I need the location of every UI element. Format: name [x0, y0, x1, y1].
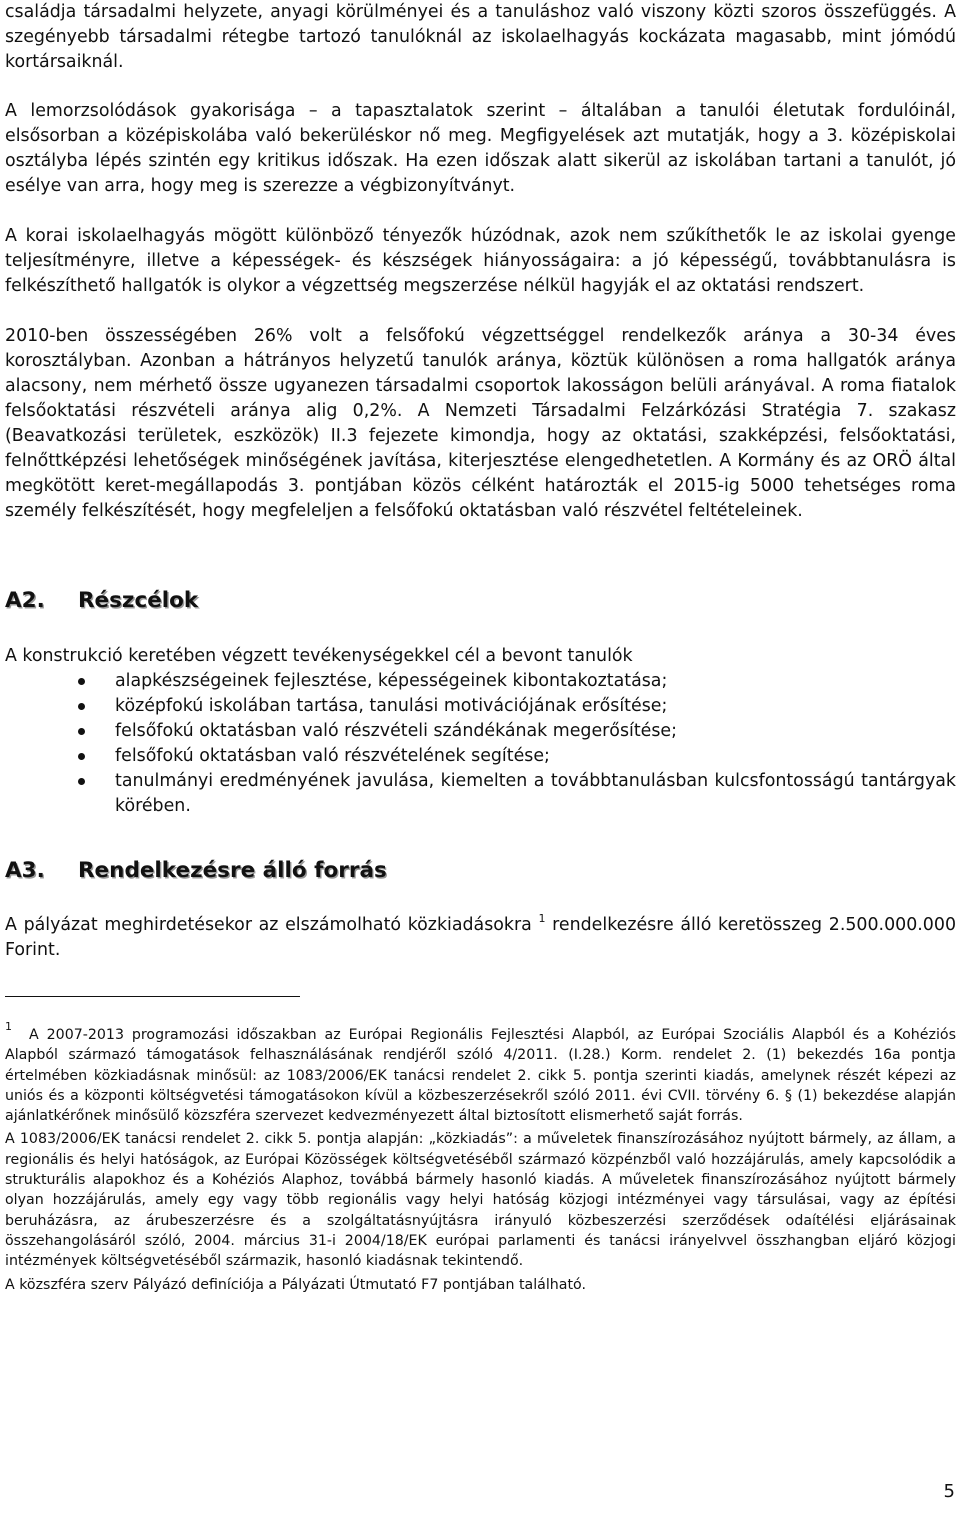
section-a2-title: Részcélok: [78, 588, 199, 613]
page-number: 5: [943, 1481, 955, 1502]
paragraph-dropout-timing: A lemorzsolódások gyakorisága – a tapasztalatok szerint – általában a tanulói életutak fordulóinál, elsősorban a középiskolába való bekerüléskor nő meg. Megfigyelések azt mutatják, hogy a 3. középiskolai osztályba lépés szintén egy kritikus időszak. Ha ezen időszak alatt sikerül az iskolában tartani a tanulót, jó esélye van arra, hogy meg is szerezze a végbizonyítványt.: [5, 101, 956, 196]
section-a2-heading: [5, 588, 956, 614]
footnote-separator: [5, 996, 300, 997]
funds-text-before-ref: A pályázat meghirdetésekor az elszámolható közkiadásokra: [5, 915, 532, 935]
list-item: tanulmányi eredményének javulása, kiemelten a továbbtanulásban kulcsfontosságú tantárgyak körében.: [5, 769, 956, 819]
footnotes: [5, 1020, 956, 1295]
footnote-1-text: A 2007-2013 programozási időszakban az Európai Regionális Fejlesztési Alapból, az Európai Szociális Alapból és a Kohéziós Alapból származó támogatások felhasználásának rendjéről szóló 4/2011. (I.28.) Korm. rendelet 2. (1) bekezdés 16a pontja értelmében közkiadásnak minősül: az 1083/2006/EK tanácsi rendelet 2. cikk 5. pontja szerinti kiadás, amelynek részét képezi az uniós és a központi költségvetési támogatásokon kívül a közbeszerzésekről szóló 2011. évi CVII. törvény 6. § (1) bekezdése alapján ajánlatkérőnek minősülő közszféra szervezet kedvezményezett által biztosított elismerhető saját forrás.: [5, 1027, 956, 1125]
footnote-reference[interactable]: 1: [538, 912, 546, 925]
goals-list: [5, 669, 956, 819]
section-a2-number: A2.: [5, 588, 45, 613]
footnote-paragraph-2: A 1083/2006/EK tanácsi rendelet 2. cikk 5. pontja alapján: „közkiadás”: a műveletek finanszírozásához nyújtott bármely, az állam, a regionális és helyi hatóságok, az Európai Közösségek költségvetéséből származó közpénzből való hozzájárulás, amely kapcsolódik a strukturális alapokhoz és a Kohéziós Alaphoz, továbbá bármely hasonló kiadás. A műveletek finanszírozásához nyújtott bármely olyan hozzájárulás, amely egy vagy több regionális vagy helyi hatóság közjogi intézményei vagy társulásai, vagy az építési beruházásra, az árubeszerzésre és a szolgáltatásnyújtásra irányuló közbeszerzési szerződések odaítélési eljárásainak összehangolásáról szóló, 2004. március 31-i 2004/18/EK európai parlamenti és tanácsi irányelvvel összhangban eljáró közjogi intézmények költségvetéséből származik, hasonló kiadásnak tekintendő.: [5, 1131, 956, 1270]
list-item: felsőfokú oktatásban való részvételének segítése;: [5, 744, 956, 769]
paragraph-higher-education-statistics: 2010-ben összességében 26% volt a felsőfokú végzettséggel rendelkezők aránya a 30-34 éves korosztályban. Azonban a hátrányos helyzetű tanulók aránya, köztük különösen a roma hallgatók aránya alacsony, nem mérhető össze ugyanezen társadalmi csoportok lakosságon belüli arányával. A roma fiatalok felsőoktatási részvételi aránya alig 0,2%. A Nemzeti Társadalmi Felzárkózási Stratégia 7. szakasz (Beavatkozási területek, eszközök) II.3 fejezete kimondja, hogy az oktatási, szakképzési, felsőoktatási, felnőttképzési lehetőségek minőségének javítása, kiterjesztése elengedhetetlen. A Kormány és az ORÖ által megkötött keret-megállapodás 3. pontjában közös célként határozták el 2015-ig 5000 tehetséges roma személy felkészítését, hogy megfeleljen a felsőfokú oktatásban való részvétel feltételeinek.: [5, 326, 956, 521]
footnote-paragraph-3: A közszféra szerv Pályázó definíciója a Pályázati Útmutató F7 pontjában található.: [5, 1276, 586, 1293]
section-a3-title: Rendelkezésre álló forrás: [78, 858, 387, 883]
document-page: [5, 0, 956, 1295]
paragraph-early-leaving-factors: A korai iskolaelhagyás mögött különböző tényezők húzódnak, azok nem szűkíthetők le az iskolai gyenge teljesítményre, illetve a képességek- és készségek hiányosságaira: a jó képességű, továbbtanulásra is felkészíthető hallgatók is olykor a végzettség megszerzése nélkül hagyják el az oktatási rendszert.: [5, 226, 956, 296]
paragraph-social-background: családja társadalmi helyzete, anyagi körülményei és a tanuláshoz való viszony közti szoros összefüggés. A szegényebb társadalmi rétegbe tartozó tanulóknál az iskolaelhagyás kockázata magasabb, mint jómódú kortársaiknál.: [5, 2, 956, 72]
list-item: alapkészségeinek fejlesztése, képességeinek kibontakoztatása;: [5, 669, 956, 694]
section-a2-intro: A konstrukció keretében végzett tevékenységekkel cél a bevont tanulók: [5, 646, 633, 666]
section-a3-heading: [5, 858, 956, 884]
list-item: felsőfokú oktatásban való részvételi szándékának megerősítése;: [5, 719, 956, 744]
funds-text-after-ref: rendelkezésre álló keretösszeg 2.500.000.000 Forint.: [5, 915, 957, 960]
footnote-1: 1A 2007-2013 programozási időszakban az Európai Regionális Fejlesztési Alapból, az Európai Szociális Alapból és a Kohéziós Alapból származó támogatások felhasználásának rendjéről szóló 4/2011. (I.28.) Korm. rendelet 2. (1) bekezdés 16a pontja értelmében közkiadásnak minősül: az 1083/2006/EK tanácsi rendelet 2. cikk 5. pontja szerinti kiadás, amelynek részét képezi az uniós és a központi költségvetési támogatásokon kívül a közbeszerzésekről szóló 2011. évi CVII. törvény 6. § (1) bekezdése alapján ajánlatkérőnek minősülő közszféra szervezet kedvezményezett által biztosított elismerhető saját forrás.: [5, 1020, 956, 1125]
list-item: középfokú iskolában tartása, tanulási motivációjának erősítése;: [5, 694, 956, 719]
section-a3-number: A3.: [5, 858, 45, 883]
available-funds-paragraph: [5, 913, 956, 963]
